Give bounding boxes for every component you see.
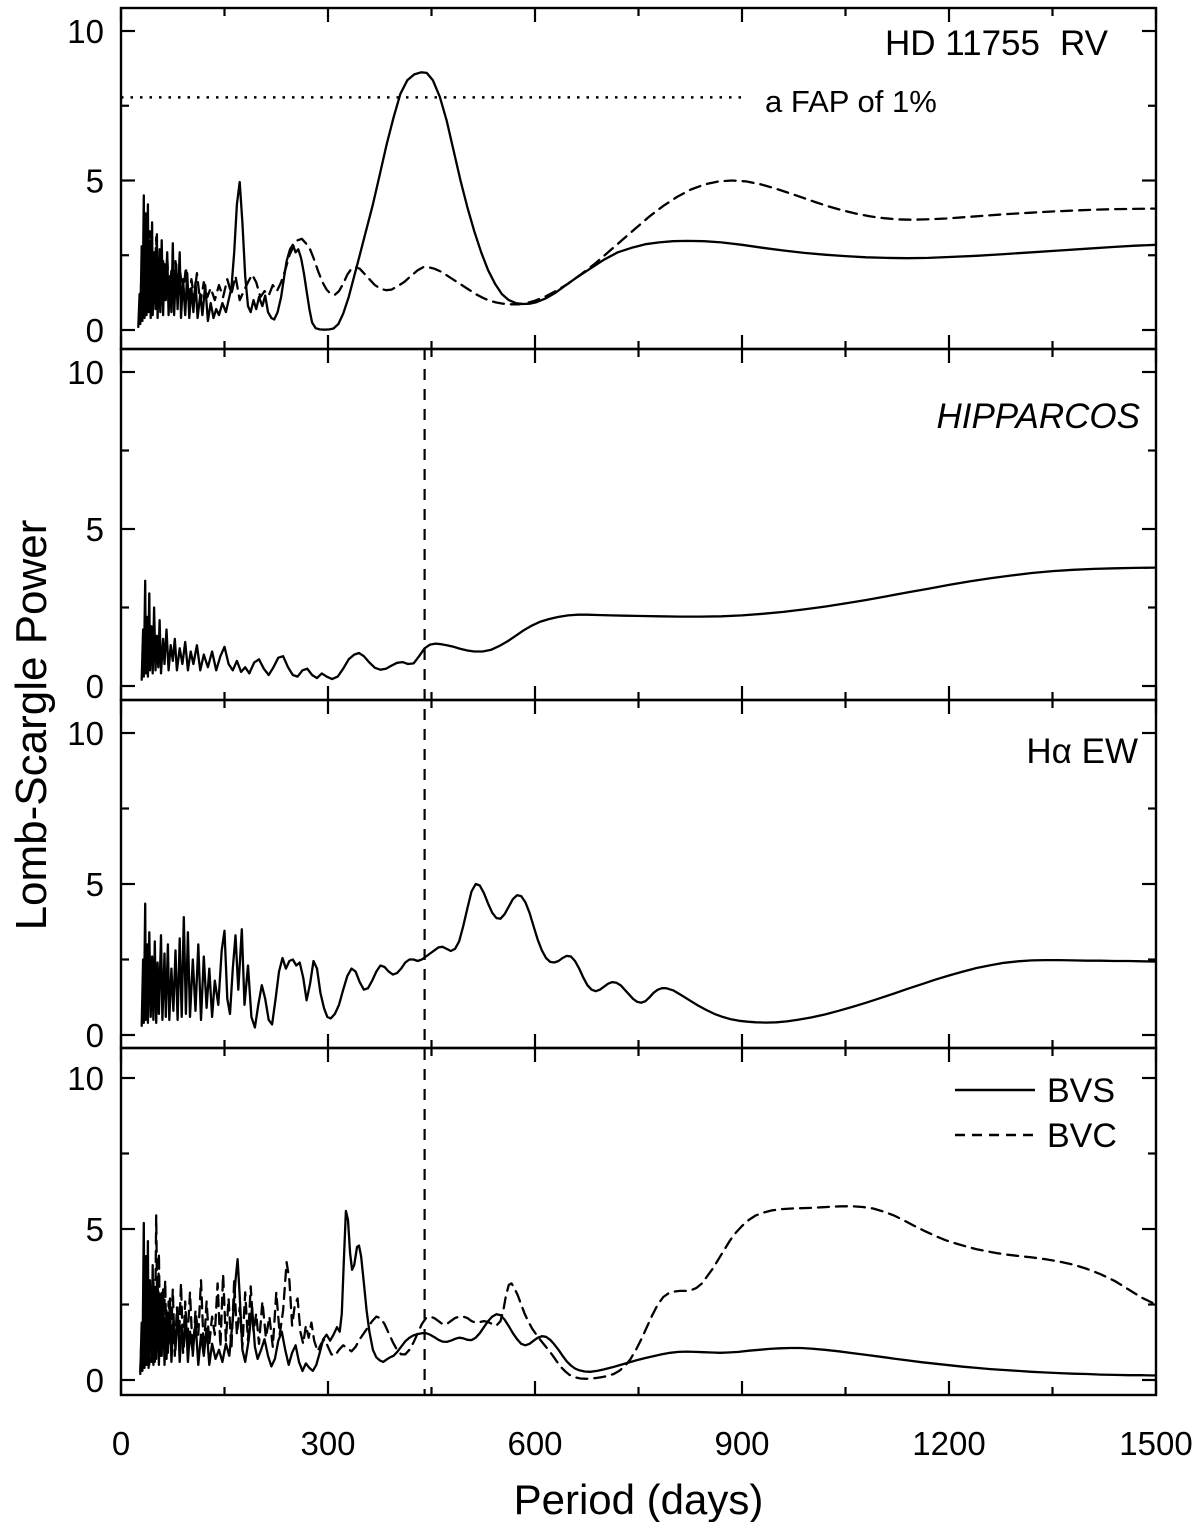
panel-bv bbox=[121, 1048, 1156, 1395]
fap-label: a FAP of 1% bbox=[765, 84, 937, 119]
panel-hipparcos-label: HIPPARCOS bbox=[936, 397, 1140, 436]
bv-solid-curve bbox=[140, 1211, 1156, 1376]
hipparcos-solid-curve bbox=[142, 568, 1156, 680]
y-tick-label: 5 bbox=[85, 511, 104, 548]
y-tick-label: 10 bbox=[67, 13, 104, 50]
x-axis-title: Period (days) bbox=[513, 1476, 764, 1522]
legend-bvc-label: BVC bbox=[1047, 1117, 1117, 1155]
y-tick-label: 0 bbox=[85, 668, 104, 705]
rv-dashed-curve bbox=[140, 181, 1156, 322]
y-tick-label: 5 bbox=[85, 866, 104, 903]
halpha-solid-curve bbox=[142, 884, 1156, 1028]
legend bbox=[955, 1090, 1035, 1135]
x-tick-label: 1500 bbox=[1119, 1425, 1193, 1462]
x-tick-label: 600 bbox=[507, 1425, 563, 1462]
y-tick-label: 5 bbox=[85, 1211, 104, 1248]
y-tick-label: 5 bbox=[85, 162, 104, 200]
panel-rv-star-label: HD 11755 bbox=[884, 24, 1040, 63]
x-tick-label: 300 bbox=[300, 1425, 356, 1462]
y-tick-label: 0 bbox=[85, 1362, 104, 1399]
legend-bvs-label: BVS bbox=[1047, 1072, 1116, 1110]
x-tick-label: 1200 bbox=[912, 1425, 986, 1462]
y-tick-label: 0 bbox=[85, 1017, 104, 1054]
panel-rv-quantity-label: RV bbox=[1060, 24, 1108, 63]
panel-halpha-label: Hα EW bbox=[1026, 732, 1138, 771]
y-tick-label: 10 bbox=[67, 715, 104, 752]
y-axis-title: Lomb-Scargle Power bbox=[7, 519, 56, 931]
rv-solid-curve bbox=[138, 72, 1156, 329]
x-tick-label: 0 bbox=[111, 1425, 131, 1462]
y-tick-label: 10 bbox=[67, 1060, 104, 1097]
y-tick-label: 0 bbox=[85, 312, 104, 349]
panel-halpha bbox=[121, 700, 1156, 1048]
x-tick-label: 900 bbox=[714, 1425, 770, 1462]
y-tick-label: 10 bbox=[67, 354, 104, 391]
